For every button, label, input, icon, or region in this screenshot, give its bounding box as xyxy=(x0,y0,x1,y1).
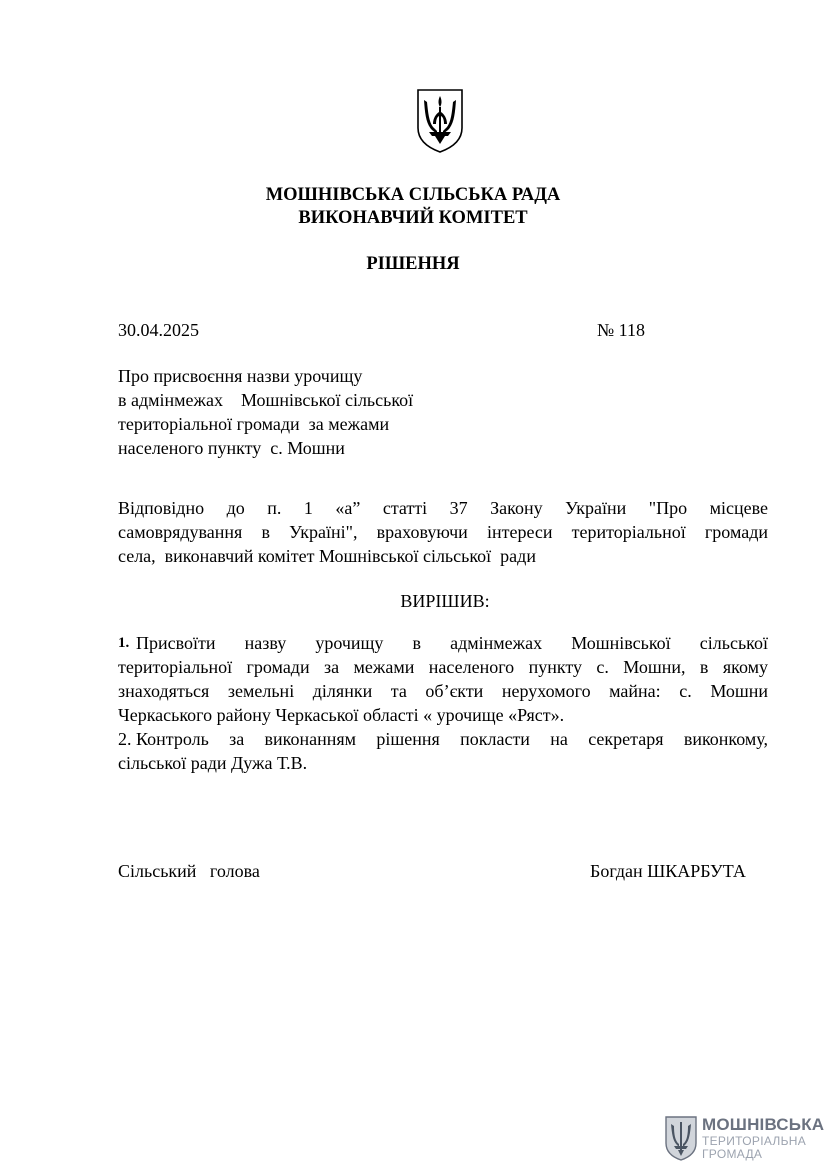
decided-heading: ВИРІШИВ: xyxy=(400,591,490,611)
document-type: РІШЕННЯ xyxy=(366,254,460,274)
preamble-line: Відповідно до п. 1 «а” статті 37 Закону України "Про місцеве xyxy=(118,498,768,518)
item-line: Контроль за виконанням рішення покласти на секретаря виконкому, xyxy=(136,729,768,749)
preamble-line: села, виконавчий комітет Мошнівської сільської ради xyxy=(118,546,536,566)
item-line: Присвоїти назву урочищу в адмінмежах Мошнівської сільської xyxy=(136,633,768,653)
subject-line: Про присвоєння назви урочищу xyxy=(118,366,363,386)
footer-emblem-icon xyxy=(664,1115,698,1161)
document-date: 30.04.2025 xyxy=(118,320,199,340)
item-line: знаходяться земельні ділянки та об’єкти нерухомого майна: с. Мошни xyxy=(118,681,768,701)
footer-logo-line1: ТЕРИТОРІАЛЬНА xyxy=(702,1134,807,1148)
preamble-line: самоврядування в Україні", враховуючи інтереси територіальної громади xyxy=(118,522,768,542)
document-number: № 118 xyxy=(597,320,646,340)
committee-name: ВИКОНАВЧИЙ КОМІТЕТ xyxy=(298,208,528,228)
coat-of-arms-icon xyxy=(415,88,465,154)
signature-name: Богдан ШКАРБУТА xyxy=(590,861,746,881)
signature-position: Сільський голова xyxy=(118,861,260,881)
subject-line: територіальної громади за межами xyxy=(118,414,390,434)
item-line: Черкаського району Черкаської області « урочище «Ряст». xyxy=(118,705,565,725)
footer-logo-title: МОШНІВСЬКА xyxy=(702,1115,825,1134)
subject-line: населеного пункту с. Мошни xyxy=(118,438,345,458)
item-number: 1. xyxy=(118,635,130,651)
item-line: територіальної громади за межами населеного пункту с. Мошни, в якому xyxy=(118,657,768,677)
footer-logo-line2: ГРОМАДА xyxy=(702,1147,763,1161)
council-name: МОШНІВСЬКА СІЛЬСЬКА РАДА xyxy=(265,185,561,205)
item-number: 2. xyxy=(118,729,132,749)
item-line: сільської ради Дужа Т.В. xyxy=(118,753,308,773)
subject-line: в адмінмежах Мошнівської сільської xyxy=(118,390,414,410)
